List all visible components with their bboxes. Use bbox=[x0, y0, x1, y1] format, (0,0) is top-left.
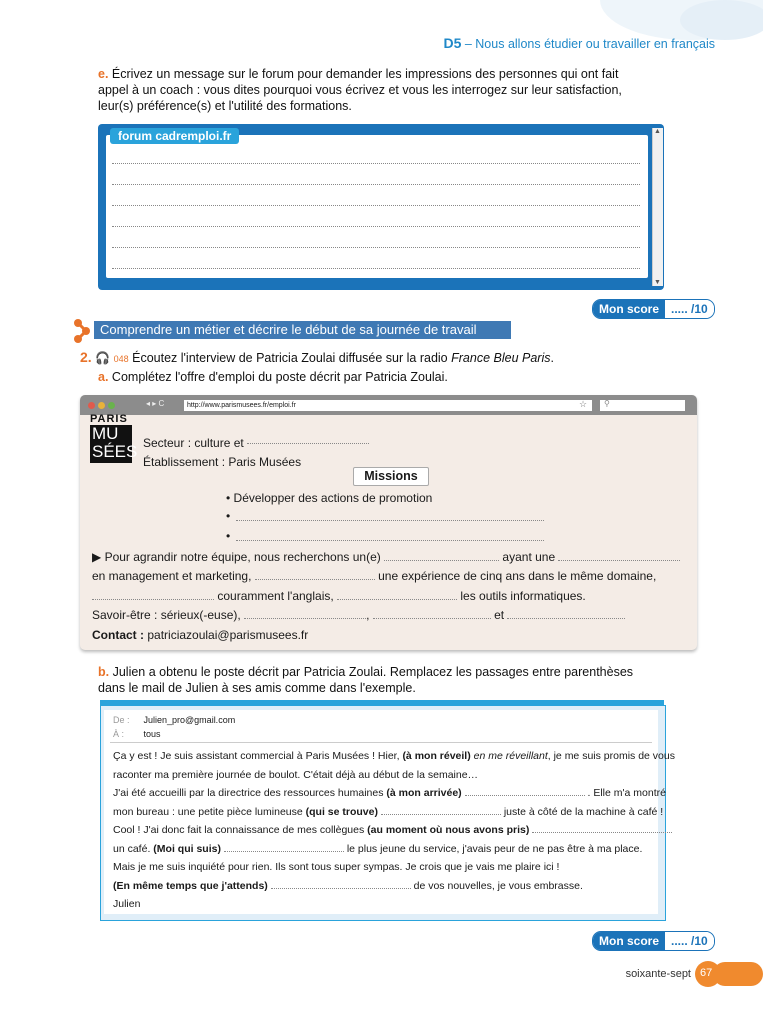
mail-divider bbox=[110, 742, 652, 743]
mail-text: Ça y est ! Je suis assistant commercial à Paris Musées ! Hier, (à mon réveil) en me réveillant, je me suis promis de vous raconter ma première journée de boulot. C'était déjà au début de la semaine… J'ai été accueilli par la directrice des ressources humaines (à mon arrivée) . Elle m'a montré mon bureau : une petite pièce lumineuse (qui se trouve) juste à côté de la machine à café ! Cool ! J'ai donc fait la connaissance de mes collègues (au moment où nous avons pris) un café. (Moi qui suis) le plus jeune du service, j'avais peur de ne pas être à ma place. Mais je me suis inquiété pour rien. Ils sont tous super sympas. Je crois que je vais me plaire ici ! (En même temps que j'attends) de vos nouvelles, je vous embrasse. Julien bbox=[113, 750, 675, 910]
page-number-text: soixante-sept bbox=[625, 968, 691, 980]
exercise-b-instruction: b. Julien a obtenu le poste décrit par Patricia Zoulai. Remplacez les passages entre parenthèses dans le mail de Julien à ses amis comme dans l'exemple. bbox=[98, 665, 634, 695]
missions-heading: Missions bbox=[353, 467, 429, 486]
exercise-2a-instruction: a. Complétez l'offre d'emploi du poste décrit par Patricia Zoulai. bbox=[98, 370, 448, 384]
search-icon: ⚲ bbox=[604, 399, 610, 408]
answer-line bbox=[236, 520, 544, 521]
forum-scrollbar[interactable] bbox=[652, 128, 663, 286]
exercise-letter: e. bbox=[98, 67, 109, 81]
forum-text-area[interactable] bbox=[106, 135, 648, 278]
browser-search-box[interactable] bbox=[600, 400, 685, 411]
contact-email-link[interactable]: patriciazoulai@parismusees.fr bbox=[147, 628, 309, 642]
offer-etablissement: Établissement : Paris Musées bbox=[143, 455, 302, 469]
mail-to: À : tous bbox=[113, 729, 161, 739]
section-title: Comprendre un métier et décrire le début de sa journée de travail bbox=[94, 321, 511, 339]
page-decoration bbox=[713, 962, 763, 986]
page-number: 67 bbox=[700, 967, 713, 979]
offer-line-3: couramment l'anglais, les outils informatiques. bbox=[92, 589, 586, 603]
exercise-2-instruction: 2. 🎧 048 Écoutez l'interview de Patricia Zoulai diffusée sur la radio France Bleu Paris. bbox=[80, 349, 554, 365]
answer-line bbox=[112, 163, 640, 164]
score-badge: Mon score ..... /10 bbox=[592, 931, 715, 951]
background-blob bbox=[680, 0, 763, 40]
mission-item-blank: • bbox=[226, 509, 231, 523]
exercise-e-instruction: e. Écrivez un message sur le forum pour demander les impressions des personnes qui ont fait appel à un coach : vous dites pourquoi vous écrivez et vous les interrogez sur leur satisfaction, leur(s) préférence(s) et l'utilité des formations. bbox=[98, 67, 622, 113]
section-arrow-icon bbox=[72, 318, 96, 344]
offer-line-2: en management et marketing, une expérience de cinq ans dans le même domaine, bbox=[92, 569, 657, 583]
offer-secteur: Secteur : culture et bbox=[143, 436, 369, 450]
mission-item-blank: • bbox=[226, 529, 231, 543]
paris-musees-logo: PARIS MU SÉES bbox=[90, 413, 138, 461]
exercise-number: 2. bbox=[80, 349, 92, 365]
bookmark-star-icon[interactable]: ☆ bbox=[579, 399, 588, 409]
offer-line-4: Savoir-être : sérieux(-euse), , et bbox=[92, 608, 625, 622]
minimize-dot-icon[interactable] bbox=[98, 402, 105, 409]
mail-from: De : Julien_pro@gmail.com bbox=[113, 715, 236, 725]
answer-line bbox=[112, 226, 640, 227]
scroll-down-icon[interactable]: ▼ bbox=[654, 279, 661, 286]
answer-line bbox=[112, 268, 640, 269]
nav-buttons-icon[interactable]: ◂ ▸ C bbox=[146, 399, 165, 408]
close-dot-icon[interactable] bbox=[88, 402, 95, 409]
page-header bbox=[443, 35, 715, 51]
scroll-up-icon[interactable]: ▲ bbox=[654, 128, 661, 135]
unit-title: – Nous allons étudier ou travailler en français bbox=[464, 37, 715, 51]
forum-tag: forum cadremploi.fr bbox=[110, 128, 239, 144]
url-bar[interactable]: http://www.parismusees.fr/emploi.fr bbox=[184, 400, 592, 411]
answer-line bbox=[112, 205, 640, 206]
headphones-icon[interactable]: 🎧 bbox=[95, 351, 111, 365]
score-badge: Mon score ..... /10 bbox=[592, 299, 715, 319]
answer-line bbox=[112, 184, 640, 185]
track-number: 048 bbox=[113, 354, 129, 364]
unit-code: D5 bbox=[443, 35, 462, 51]
offer-contact: Contact : patriciazoulai@parismusees.fr bbox=[92, 628, 309, 642]
answer-line bbox=[112, 247, 640, 248]
maximize-dot-icon[interactable] bbox=[108, 402, 115, 409]
answer-line bbox=[236, 540, 544, 541]
offer-line-1: ▶ Pour agrandir notre équipe, nous recherchons un(e) ayant une bbox=[92, 550, 692, 564]
mission-item: • Développer des actions de promotion bbox=[226, 491, 433, 505]
